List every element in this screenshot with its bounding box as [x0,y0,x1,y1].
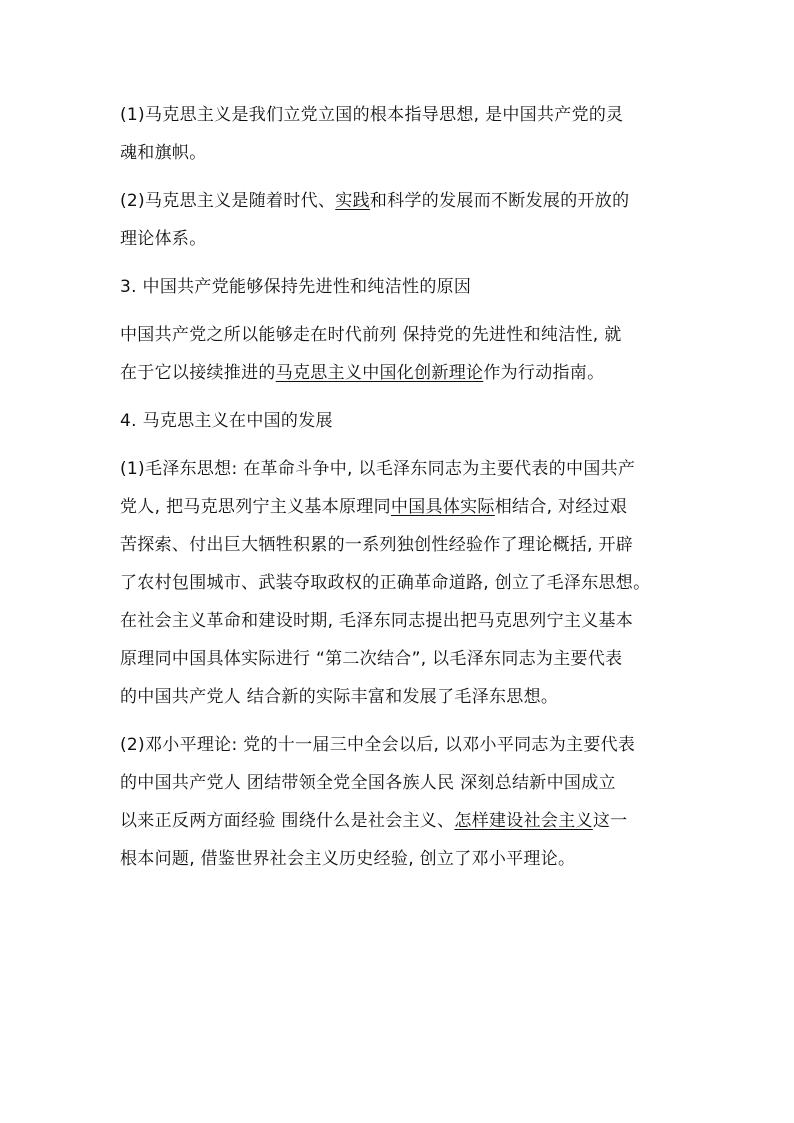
heading-text: 4. 马克思主义在中国的发展 [120,411,333,431]
text-line: 中国共产党之所以能够走在时代前列 保持党的先进性和纯洁性, 就 [120,325,622,345]
section-heading-3 [120,268,690,306]
text-line: 的中国共产党人 结合新的实际丰富和发展了毛泽东思想。 [120,687,559,707]
text-line [120,802,690,840]
text-segment: (2)马克思主义是随着时代、 [120,191,336,211]
underlined-blank-answer: 怎样建设社会主义 [454,811,593,831]
text-line: 的中国共产党人 团结带领全党全国各族人民 深刻总结新中国成立 [120,773,616,793]
text-line: (1)马克思主义是我们立党立国的根本指导思想, 是中国共产党的灵 [120,105,624,125]
text-line [120,182,690,220]
text-line: 苦探索、付出巨大牺牲积累的一系列独创性经验作了理论概括, 开辟 [120,535,634,555]
text-segment: 在于它以接续推进的 [120,363,276,383]
text-segment: 以来正反两方面经验 围绕什么是社会主义、 [120,811,455,831]
paragraph-marxism-guiding-thought [120,96,690,172]
text-line: 原理同中国具体实际进行 “第二次结合”, 以毛泽东同志为主要代表 [120,649,623,669]
text-line [120,488,690,526]
text-line: (1)毛泽东思想: 在革命斗争中, 以毛泽东同志为主要代表的中国共产 [120,459,636,479]
text-line: 了农村包围城市、武装夺取政权的正确革命道路, 创立了毛泽东思想。 [120,573,651,593]
text-segment: 相结合, 对经过艰 [494,497,628,517]
paragraph-deng-xiaoping-theory [120,726,690,878]
text-line: (2)邓小平理论: 党的十一届三中全会以后, 以邓小平同志为主要代表 [120,735,636,755]
text-segment: 和科学的发展而不断发展的开放的 [369,191,630,211]
underlined-blank-answer: 马克思主义中国化创新理论 [275,363,484,383]
paragraph-mao-zedong-thought [120,450,690,716]
paragraph-party-advancement [120,316,690,392]
underlined-blank-answer: 中国具体实际 [390,497,495,517]
text-line: 魂和旗帜。 [120,143,207,163]
text-line: 理论体系。 [120,229,207,249]
paragraph-marxism-open-theory [120,182,690,258]
text-line: 在社会主义革命和建设时期, 毛泽东同志提出把马克思列宁主义基本 [120,611,634,631]
text-segment: 这一 [592,811,628,831]
document-page [120,96,690,888]
text-segment: 党人, 把马克思列宁主义基本原理同 [120,497,391,517]
text-segment: 作为行动指南。 [483,363,605,383]
underlined-blank-answer: 实践 [335,191,370,211]
section-heading-4 [120,402,690,440]
text-line [120,354,690,392]
heading-text: 3. 中国共产党能够保持先进性和纯洁性的原因 [120,277,472,297]
text-line: 根本问题, 借鉴世界社会主义历史经验, 创立了邓小平理论。 [120,849,576,869]
